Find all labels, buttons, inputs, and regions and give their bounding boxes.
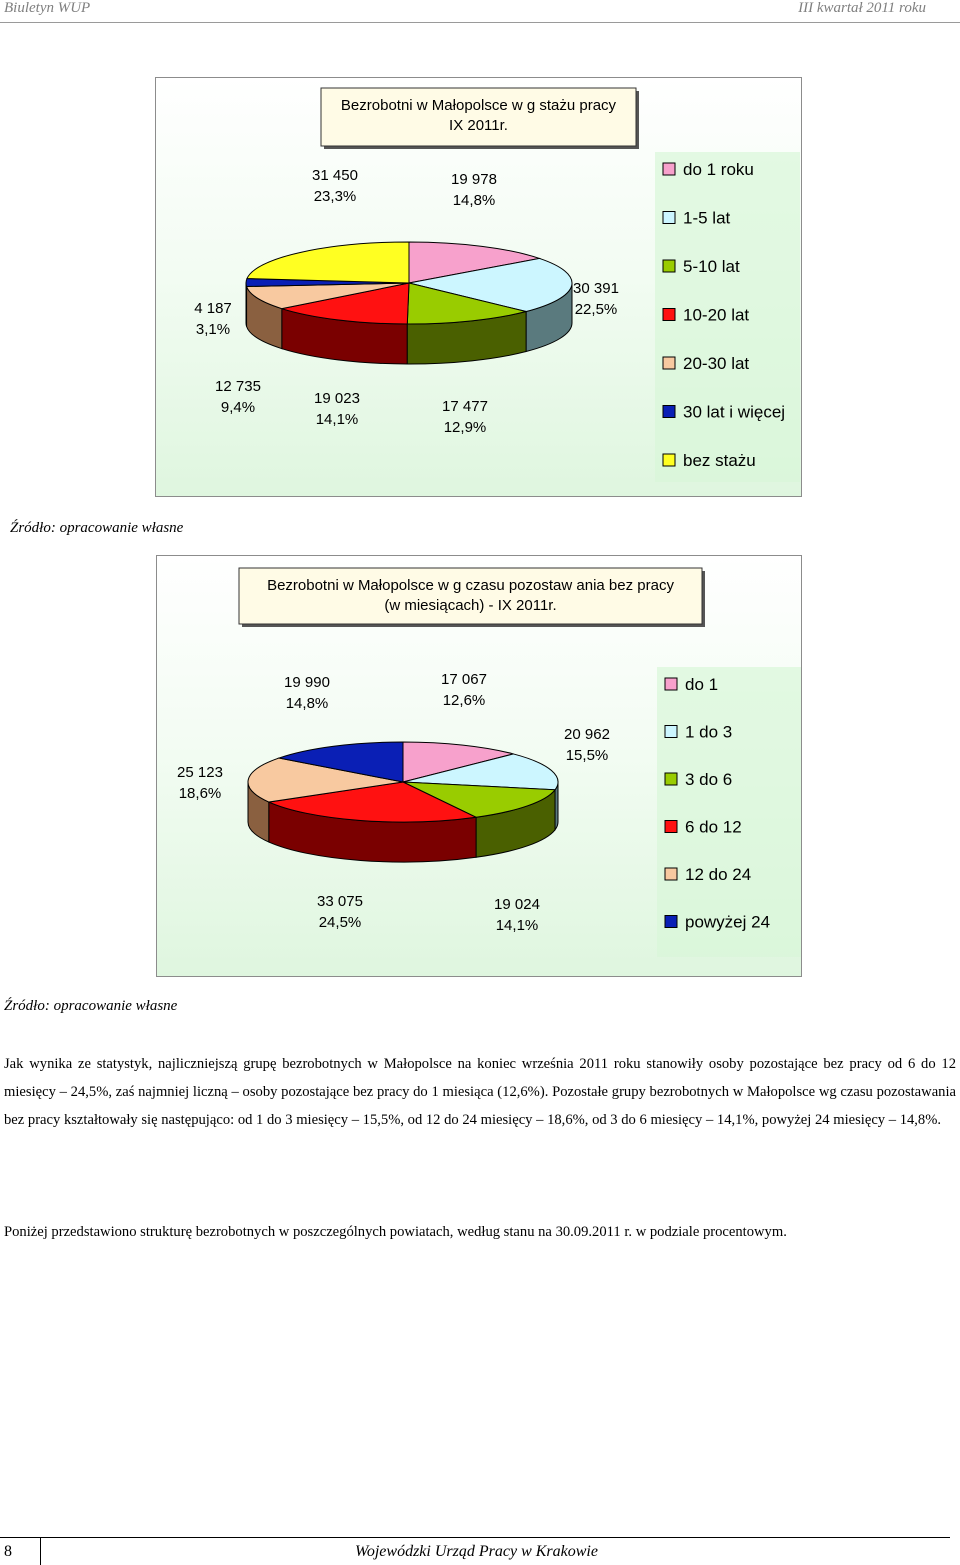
legend-label: 1-5 lat [683, 208, 731, 228]
legend-swatch [663, 260, 675, 272]
legend-swatch [665, 773, 677, 785]
data-label-value: 19 023 [314, 390, 360, 407]
body-paragraph-1: Jak wynika ze statystyk, najliczniejszą grupę bezrobotnych w Małopolsce na koniec września 2011 roku stanowiły osoby pozostające bez pracy od 6 do 12 miesięcy – 24,5%, zaś najmniej liczną – osoby pozostające bez pracy do 1 miesiąca (12,6%). Pozostałe grupy bezrobotnych w Małopolsce wg czasu pozostawania bez pracy kształtowały się następująco: od 1 do 3 miesięcy – 15,5%, od 12 do 24 miesięcy – 18,6%, od 3 do 6 miesięcy – 14,1%, powyżej 24 miesięcy – 14,8%. [4, 1056, 956, 1128]
legend-swatch [663, 357, 675, 369]
data-label-percent: 14,8% [452, 192, 496, 209]
legend-label: 6 do 12 [685, 817, 742, 837]
body-paragraph-2: Poniżej przedstawiono strukturę bezrobotnych w poszczególnych powiatach, według stanu na 30.09.2011 r. w podziale procentowym. [4, 1224, 787, 1240]
page-number: 8 [4, 1543, 12, 1560]
legend-label: 10-20 lat [683, 305, 750, 325]
legend-swatch [665, 678, 677, 690]
footer-rule [0, 1537, 950, 1538]
data-label-value: 25 123 [177, 764, 223, 781]
data-label-percent: 18,6% [178, 785, 222, 802]
footer-institution: Wojewódzki Urząd Pracy w Krakowie [355, 1543, 598, 1560]
data-label-percent: 22,5% [574, 301, 618, 318]
data-label-value: 33 075 [317, 893, 363, 910]
data-label-percent: 14,8% [285, 695, 329, 712]
legend-swatch [665, 868, 677, 880]
data-label-percent: 24,5% [318, 914, 362, 931]
data-label-percent: 15,5% [565, 747, 609, 764]
legend-label: 5-10 lat [683, 257, 740, 276]
data-label-percent: 14,1% [315, 411, 359, 428]
legend-label: 1 do 3 [685, 722, 733, 742]
data-label-percent: 12,6% [442, 692, 486, 709]
legend-swatch [663, 212, 675, 224]
chart-seniority [155, 77, 802, 497]
legend-swatch [665, 821, 677, 833]
legend-label: do 1 [685, 675, 719, 694]
header-left: Biuletyn WUP [4, 0, 91, 16]
data-label-value: 17 067 [441, 671, 487, 688]
data-label-percent: 14,1% [495, 917, 539, 934]
legend-label: powyżej 24 [685, 912, 771, 932]
legend-swatch [663, 454, 675, 466]
chart-duration-svg [157, 556, 801, 976]
chart-title-line: Bezrobotni w Małopolsce w g czasu pozostaw ania bez pracy [267, 577, 674, 594]
chart-duration [156, 555, 802, 977]
data-label-percent: 12,9% [443, 419, 487, 436]
data-label-value: 19 978 [451, 171, 497, 188]
legend-swatch [663, 406, 675, 418]
chart-title-line: Bezrobotni w Małopolsce w g stażu pracy [340, 97, 617, 114]
data-label-percent: 23,3% [313, 188, 357, 205]
page-header [0, 0, 960, 22]
chart-seniority-svg [156, 78, 801, 496]
source-note-1: Źródło: opracowanie własne [10, 520, 184, 536]
legend-label: do 1 roku [683, 160, 754, 179]
data-label-value: 19 024 [494, 896, 540, 913]
data-label-percent: 3,1% [195, 321, 231, 338]
data-label-value: 4 187 [194, 300, 232, 317]
data-label-value: 12 735 [215, 378, 261, 395]
chart-title-line: (w miesiącach) - IX 2011r. [384, 597, 557, 614]
header-right: III kwartał 2011 roku [798, 0, 926, 16]
data-label-percent: 9,4% [220, 399, 256, 416]
legend-label: 20-30 lat [683, 354, 750, 373]
chart-title-line: IX 2011r. [449, 117, 508, 134]
data-label-value: 30 391 [573, 280, 619, 297]
data-label-value: 17 477 [442, 398, 488, 415]
pie-slice-bez stażu [247, 242, 409, 283]
data-label-value: 19 990 [284, 674, 330, 691]
legend-label: 30 lat i więcej [683, 402, 786, 422]
legend-label: bez stażu [683, 451, 756, 470]
legend-swatch [665, 726, 677, 738]
legend-label: 12 do 24 [685, 865, 752, 884]
legend-swatch [663, 163, 675, 175]
data-label-value: 20 962 [564, 726, 610, 743]
footer-divider [40, 1537, 41, 1565]
legend-swatch [663, 309, 675, 321]
header-rule [0, 22, 960, 23]
legend-swatch [665, 916, 677, 928]
source-note-2: Źródło: opracowanie własne [4, 998, 178, 1014]
legend-label: 3 do 6 [685, 770, 733, 789]
data-label-value: 31 450 [312, 167, 358, 184]
